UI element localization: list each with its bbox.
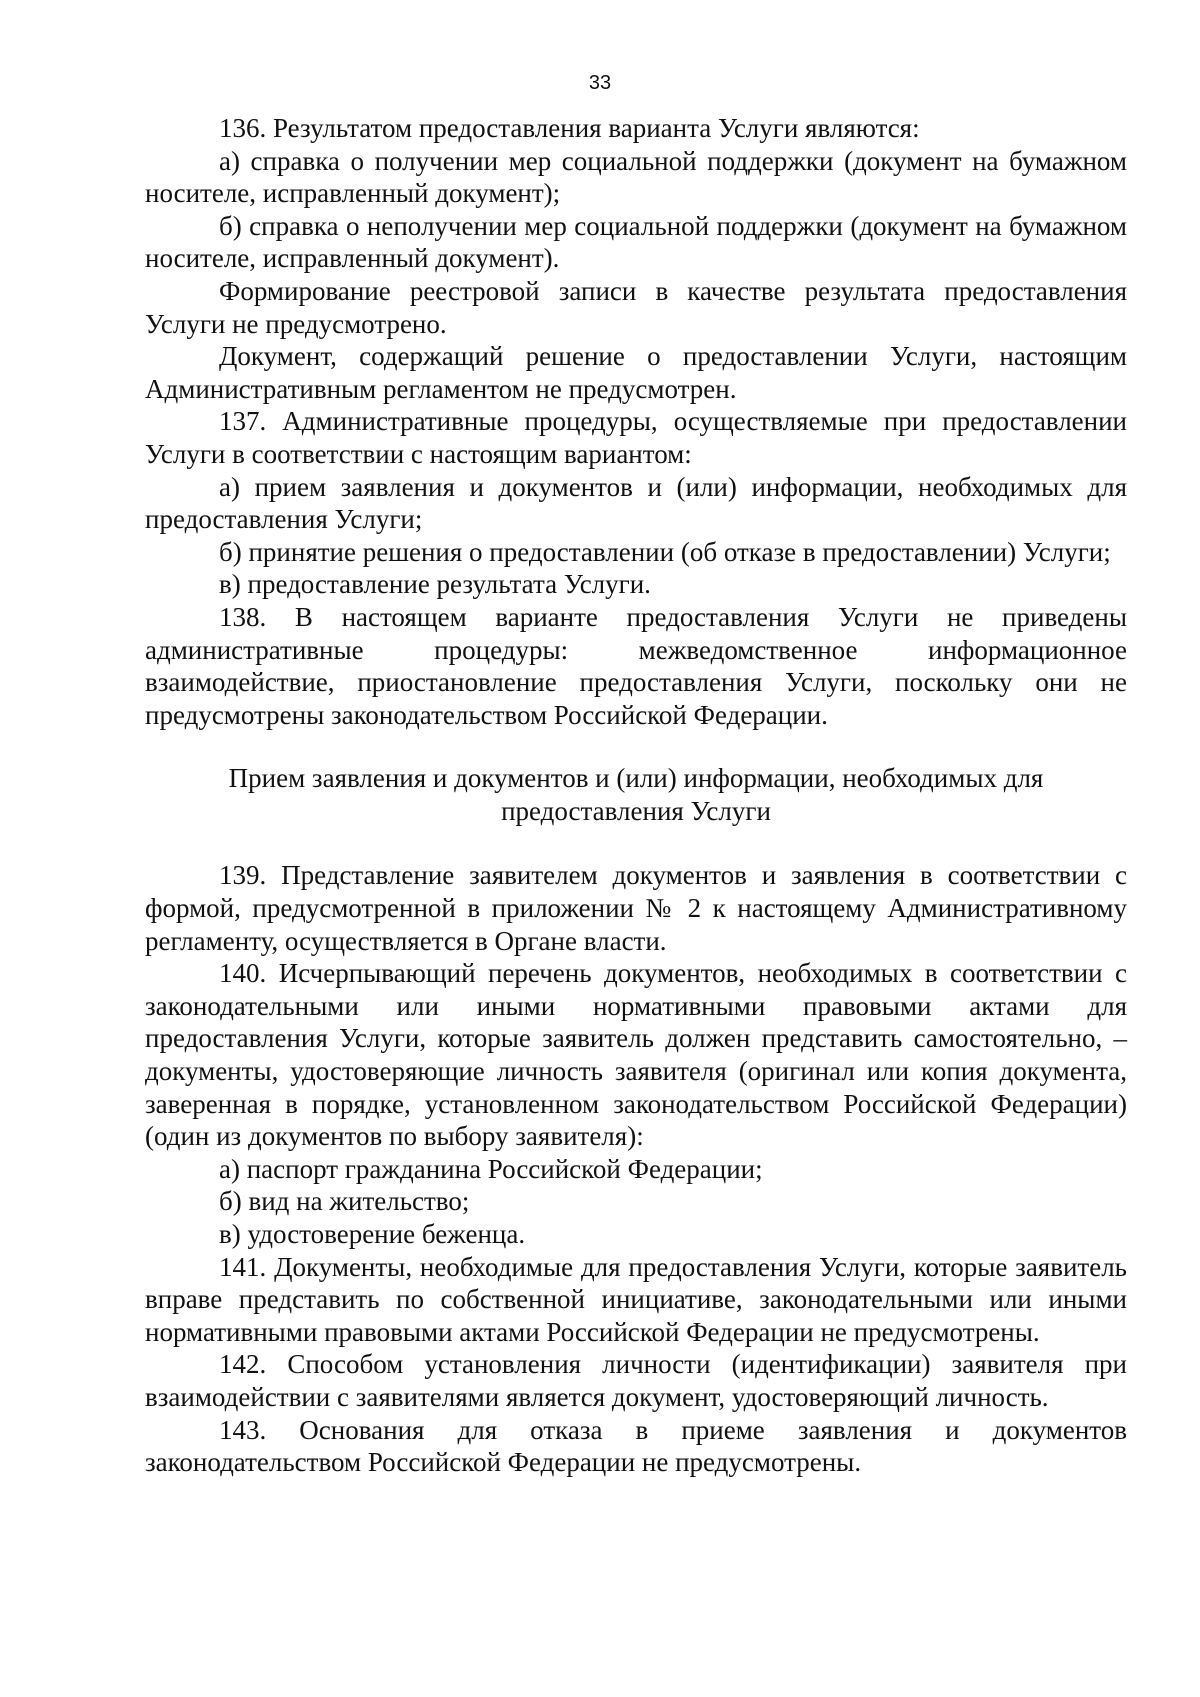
section-heading-line: предоставления Услуги: [501, 795, 771, 826]
page-number: 33: [588, 72, 612, 94]
paragraph: 140. Исчерпывающий перечень документов, необходимых в соответствии с законодательными или иными нормативными правовыми актами для предоставления Услуги, которые заявитель должен представить самостоятельно, – документы, удостоверяющие личность заявителя (оригинал или копия документа, заверенная в порядке, установленном законодательством Российской Федерации) (один из документов по выбору заявителя):: [145, 958, 1127, 1152]
paragraph: 137. Административные процедуры, осуществляемые при предоставлении Услуги в соответствии с настоящим вариантом:: [145, 406, 1127, 469]
paragraph: 143. Основания для отказа в приеме заявления и документов законодательством Российской Федерации не предусмотрены.: [145, 1414, 1127, 1478]
paragraph: 139. Представление заявителем документов и заявления в соответствии с формой, предусмотренной в приложении № 2 к настоящему Административному регламенту, осуществляется в Органе власти.: [145, 860, 1127, 956]
paragraph: 138. В настоящем варианте предоставления Услуги не приведены административные процедуры: межведомственное информационное взаимодействие, приостановление предоставления Услуги, поскольку они не предусмотрены законодательством Российской Федерации.: [145, 601, 1127, 730]
paragraph: а) паспорт гражданина Российской Федерации;: [219, 1153, 763, 1184]
paragraph: Формирование реестровой записи в качестве результата предоставления Услуги не предусмотрено.: [145, 275, 1127, 339]
section-heading-line: Прием заявления и документов и (или) информации, необходимых для: [228, 763, 1044, 794]
paragraph: Документ, содержащий решение о предоставлении Услуги, настоящим Административным регламентом не предусмотрен.: [145, 341, 1127, 404]
document-body: [145, 112, 1127, 1479]
paragraph: б) справка о неполучении мер социальной поддержки (документ на бумажном носителе, исправленный документ).: [145, 210, 1127, 274]
paragraph: в) удостоверение беженца.: [219, 1219, 526, 1249]
paragraph: 142. Способом установления личности (идентификации) заявителя при взаимодействии с заявителями является документ, удостоверяющий личность.: [145, 1349, 1127, 1412]
paragraph: а) прием заявления и документов и (или) информации, необходимых для предоставления Услуги;: [145, 471, 1127, 535]
paragraph: 136. Результатом предоставления варианта Услуги являются:: [219, 113, 920, 143]
paragraph: в) предоставление результата Услуги.: [219, 569, 651, 600]
paragraph: 141. Документы, необходимые для предоставления Услуги, которые заявитель вправе представить по собственной инициативе, законодательными или иными нормативными правовыми актами Российской Федерации не предусмотрены.: [145, 1251, 1127, 1347]
section-heading: [145, 731, 1127, 859]
paragraph: б) вид на жительство;: [219, 1186, 470, 1217]
paragraph: б) принятие решения о предоставлении (об отказе в предоставлении) Услуги;: [219, 536, 1111, 567]
paragraph: а) справка о получении мер социальной поддержки (документ на бумажном носителе, исправленный документ);: [145, 145, 1127, 209]
